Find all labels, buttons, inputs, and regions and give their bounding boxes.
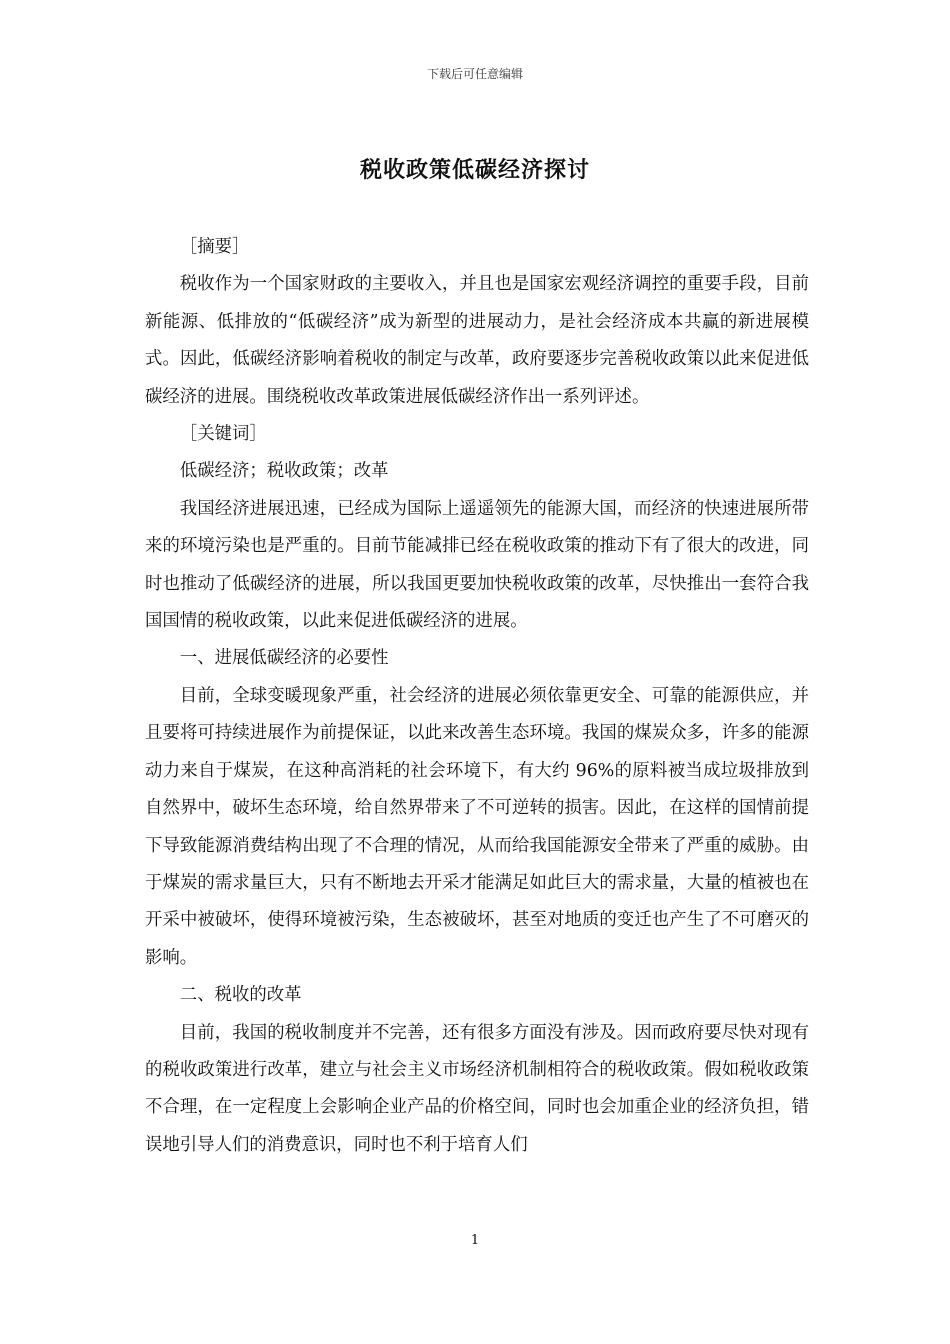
section-heading-2: 二、税收的改革	[179, 985, 302, 1006]
abstract-heading: ［摘要］	[179, 237, 250, 257]
document-body	[145, 229, 809, 1164]
abstract-paragraph: 税收作为一个国家财政的主要收入，并且也是国家宏观经济调控的重要手段，目前新能源、低排放的“低碳经济”成为新型的进展动力，是社会经济成本共赢的新进展模式。因此，低碳经济影响着税收的制定与改革，政府要逐步完善税收政策以此来促进低碳经济的进展。围绕税收改革政策进展低碳经济作出一系列评述。	[145, 274, 809, 407]
intro-paragraph: 我国经济进展迅速，已经成为国际上遥遥领先的能源大国，而经济的快速进展所带来的环境污染也是严重的。目前节能减排已经在税收政策的推动下有了很大的改进，同时也推动了低碳经济的进展，所以我国更要加快税收政策的改革，尽快推出一套符合我国国情的税收政策，以此来促进低碳经济的进展。	[145, 498, 809, 632]
document-title: 税收政策低碳经济探讨	[359, 157, 590, 183]
section-heading-1: 一、进展低碳经济的必要性	[179, 648, 389, 669]
section-2-paragraph: 目前，我国的税收制度并不完善，还有很多方面没有涉及。因而政府要尽快对现有的税收政策进行改革，建立与社会主义市场经济机制相符合的税收政策。假如税收政策不合理，在一定程度上会影响企业产品的价格空间，同时也会加重企业的经济负担，错误地引导人们的消费意识，同时也不利于培育人们	[145, 1022, 809, 1155]
page-header: 下载后可任意编辑	[426, 67, 523, 81]
page-number: 1	[470, 1233, 480, 1248]
keywords-paragraph: 低碳经济；税收政策；改革	[179, 461, 389, 482]
section-1-paragraph: 目前，全球变暖现象严重，社会经济的进展必须依靠更安全、可靠的能源供应，并且要将可持续进展作为前提保证，以此来改善生态环境。我国的煤炭众多，许多的能源动力来自于煤炭，在这种高消耗的社会环境下，有大约 96%的原料被当成垃圾排放到自然界中，破坏生态环境，给自然界带来了不可逆转的损害。因此，在这样的国情前提下导致能源消费结构出现了不合理的情况，从而给我国能源安全带来了严重的威胁。由于煤炭的需求量巨大，只有不断地去开采才能满足如此巨大的需求量，大量的植被也在开采中被破坏，使得环境被污染，生态被破坏，甚至对地质的变迁也产生了不可磨灭的影响。	[145, 685, 809, 968]
keywords-heading: ［关键词］	[179, 424, 267, 445]
